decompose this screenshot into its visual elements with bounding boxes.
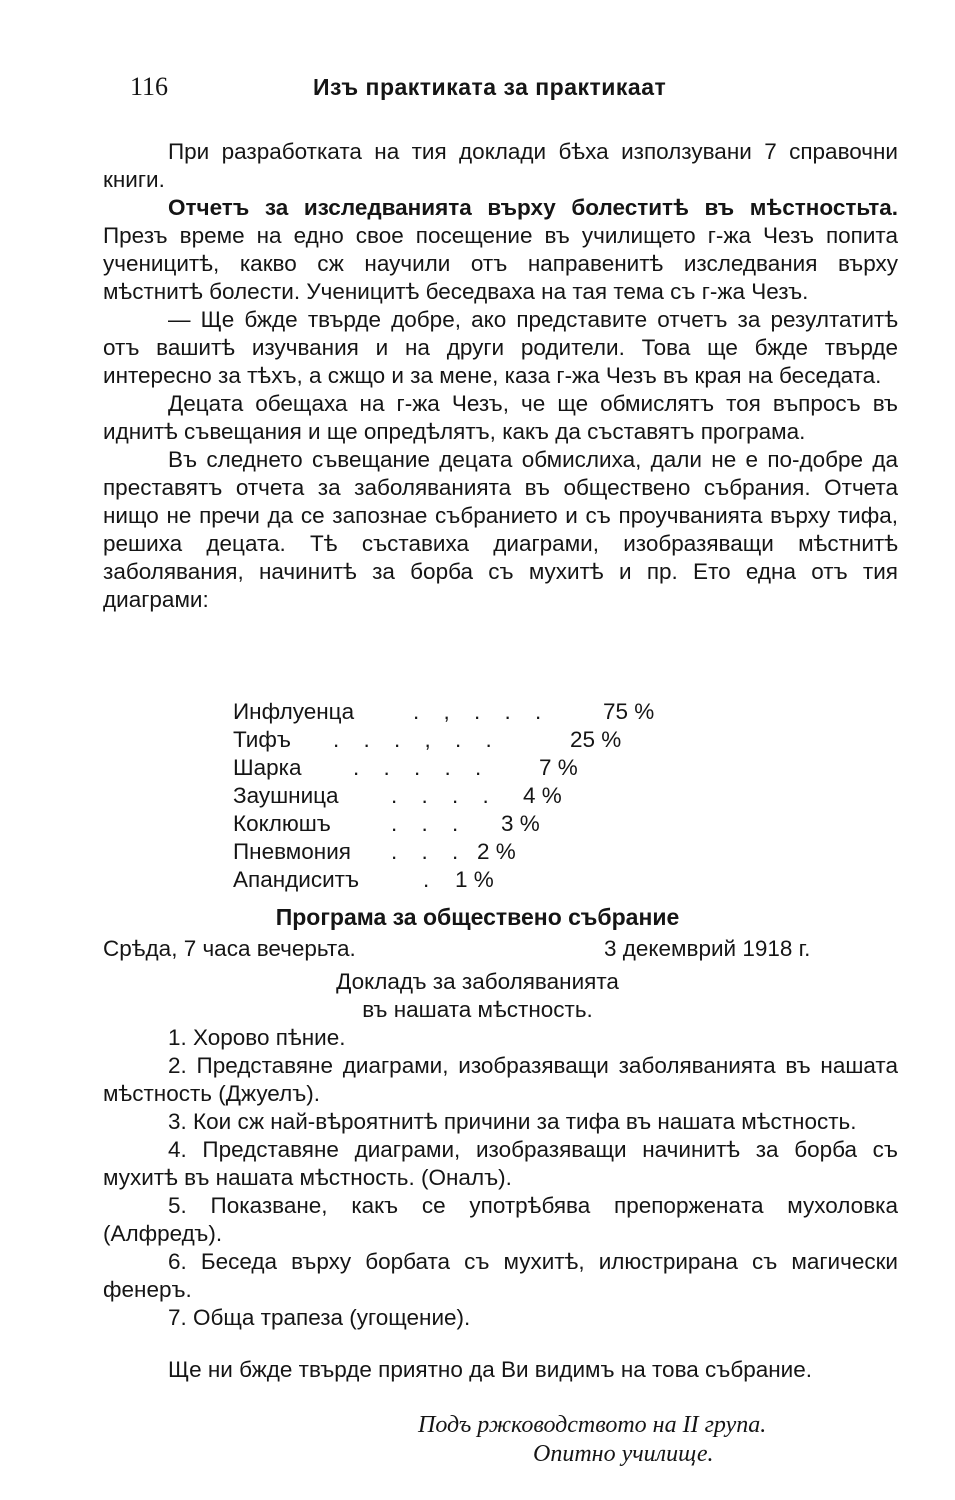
program-item: 7. Обща трапеза (угощение). (168, 1305, 471, 1330)
paragraph-report-intro-text: Презъ време на едно свое посещение въ училището г-жа Чезъ попита ученицитѣ, какво сж научили отъ направенитѣ изследвания върху мѣстнитѣ болести. Ученицитѣ беседваха на тая тема съ г-жа Чезъ. (103, 223, 898, 304)
paragraph-report-intro (103, 194, 898, 306)
disease-row (233, 866, 494, 894)
program-day-time: Срѣда, 7 часа вечерьта. (103, 936, 356, 961)
disease-row (233, 810, 540, 838)
disease-name: Шарка (233, 755, 302, 780)
leader-dots: . . . . . (353, 755, 491, 780)
paragraph-reference-books: При разработката на тия доклади бѣха използувани 7 справочни книги. (103, 139, 898, 192)
disease-row (233, 782, 562, 810)
disease-name: Апандиситъ (233, 867, 360, 892)
disease-row (233, 754, 578, 782)
disease-name: Коклюшъ (233, 811, 331, 836)
disease-name: Пневмония (233, 839, 351, 864)
disease-percent: 25 % (570, 727, 622, 752)
disease-percent: 3 % (501, 811, 540, 836)
closing-invitation: Ще ни бжде твърде приятно да Ви видимъ на това събрание. (168, 1357, 813, 1382)
disease-name: Инфлуенца (233, 699, 355, 724)
leader-dots: . , . . . (413, 699, 551, 724)
disease-percent: 1 % (455, 867, 494, 892)
leader-dots: . (423, 867, 439, 892)
disease-name: Тифъ (233, 727, 291, 752)
report-title (0, 968, 955, 1024)
disease-percent: 2 % (477, 839, 516, 864)
paragraph-dialogue: — Ще бжде твърде добре, ако представите отчетъ за резултатитѣ отъ вашитѣ изучвания и на други родители. Това ще бжде твърде интересно за тѣхъ, а сжщо и за мене, каза г-жа Чезъ въ края на беседата. (103, 307, 898, 388)
leader-dots: . . . (391, 811, 468, 836)
page-header (130, 72, 890, 112)
report-title-line: въ нашата мѣстность. (362, 997, 593, 1022)
signature-line: Подъ ржководството на II група. (418, 1412, 767, 1438)
report-title-line: Докладъ за заболяванията (336, 969, 619, 994)
program-items (103, 1024, 898, 1332)
disease-row (233, 726, 622, 754)
disease-name: Заушница (233, 783, 339, 808)
program-item: 6. Беседа върху борбата съ мухитѣ, илюстрирана съ магически фенеръ. (103, 1249, 898, 1302)
leader-dots: . . . . (391, 783, 498, 808)
program-title: Програма за обществено събрание (275, 904, 680, 930)
program-item: 5. Показване, какъ се употрѣбява препорженaта мухоловка (Алфредъ). (103, 1193, 898, 1246)
section-heading: Отчетъ за изследванията върху болеститѣ въ мѣстностьта. (168, 195, 898, 220)
program-item: 3. Кои сж най-вѣроятнитѣ причини за тифа въ нашата мѣстность. (168, 1109, 857, 1134)
leader-dots: . . . , . . (333, 727, 501, 752)
disease-percent: 75 % (603, 699, 655, 724)
disease-percent: 4 % (523, 783, 562, 808)
signature-line: Опитно училище. (533, 1441, 714, 1467)
disease-row (233, 698, 655, 726)
program-item: 2. Представяне диаграми, изобразяващи заболяванията въ нашата мѣстность (Джуелъ). (103, 1053, 898, 1106)
page-number: 116 (130, 72, 169, 101)
disease-row (233, 838, 516, 866)
running-title: Изъ практиката за практикаат (313, 74, 667, 100)
body-text (103, 138, 898, 614)
paragraph-next-meeting: Въ следнето съвещание децата обмислиха, дали не е по-добре да преставятъ отчета за заболяванията въ обществено събрания. Отчета нищо не пречи да се запознае събранието и съ проучванията върху тифа, решиха децата. Тѣ съставиха диаграми, изобразяващи мѣстнитѣ заболявания, начинитѣ за борба съ мухитѣ и пр. Ето една отъ тия диаграми: (103, 447, 898, 612)
program-date: 3 декемврий 1918 г. (604, 936, 811, 961)
paragraph-children-promise: Децата обещаха на г-жа Чезъ, че ще обмислятъ тоя въпросъ въ иднитѣ съвещания и ще опредѣлятъ, какъ да съставятъ програма. (103, 391, 898, 444)
program-item: 4. Представяне диаграми, изобразяващи начинитѣ за борба съ мухитѣ въ нашата мѣстность. (Оналъ). (103, 1137, 898, 1190)
leader-dots: . . . (391, 839, 468, 864)
disease-table (233, 698, 655, 894)
disease-percent: 7 % (539, 755, 578, 780)
program-item: 1. Хорово пѣние. (168, 1025, 346, 1050)
